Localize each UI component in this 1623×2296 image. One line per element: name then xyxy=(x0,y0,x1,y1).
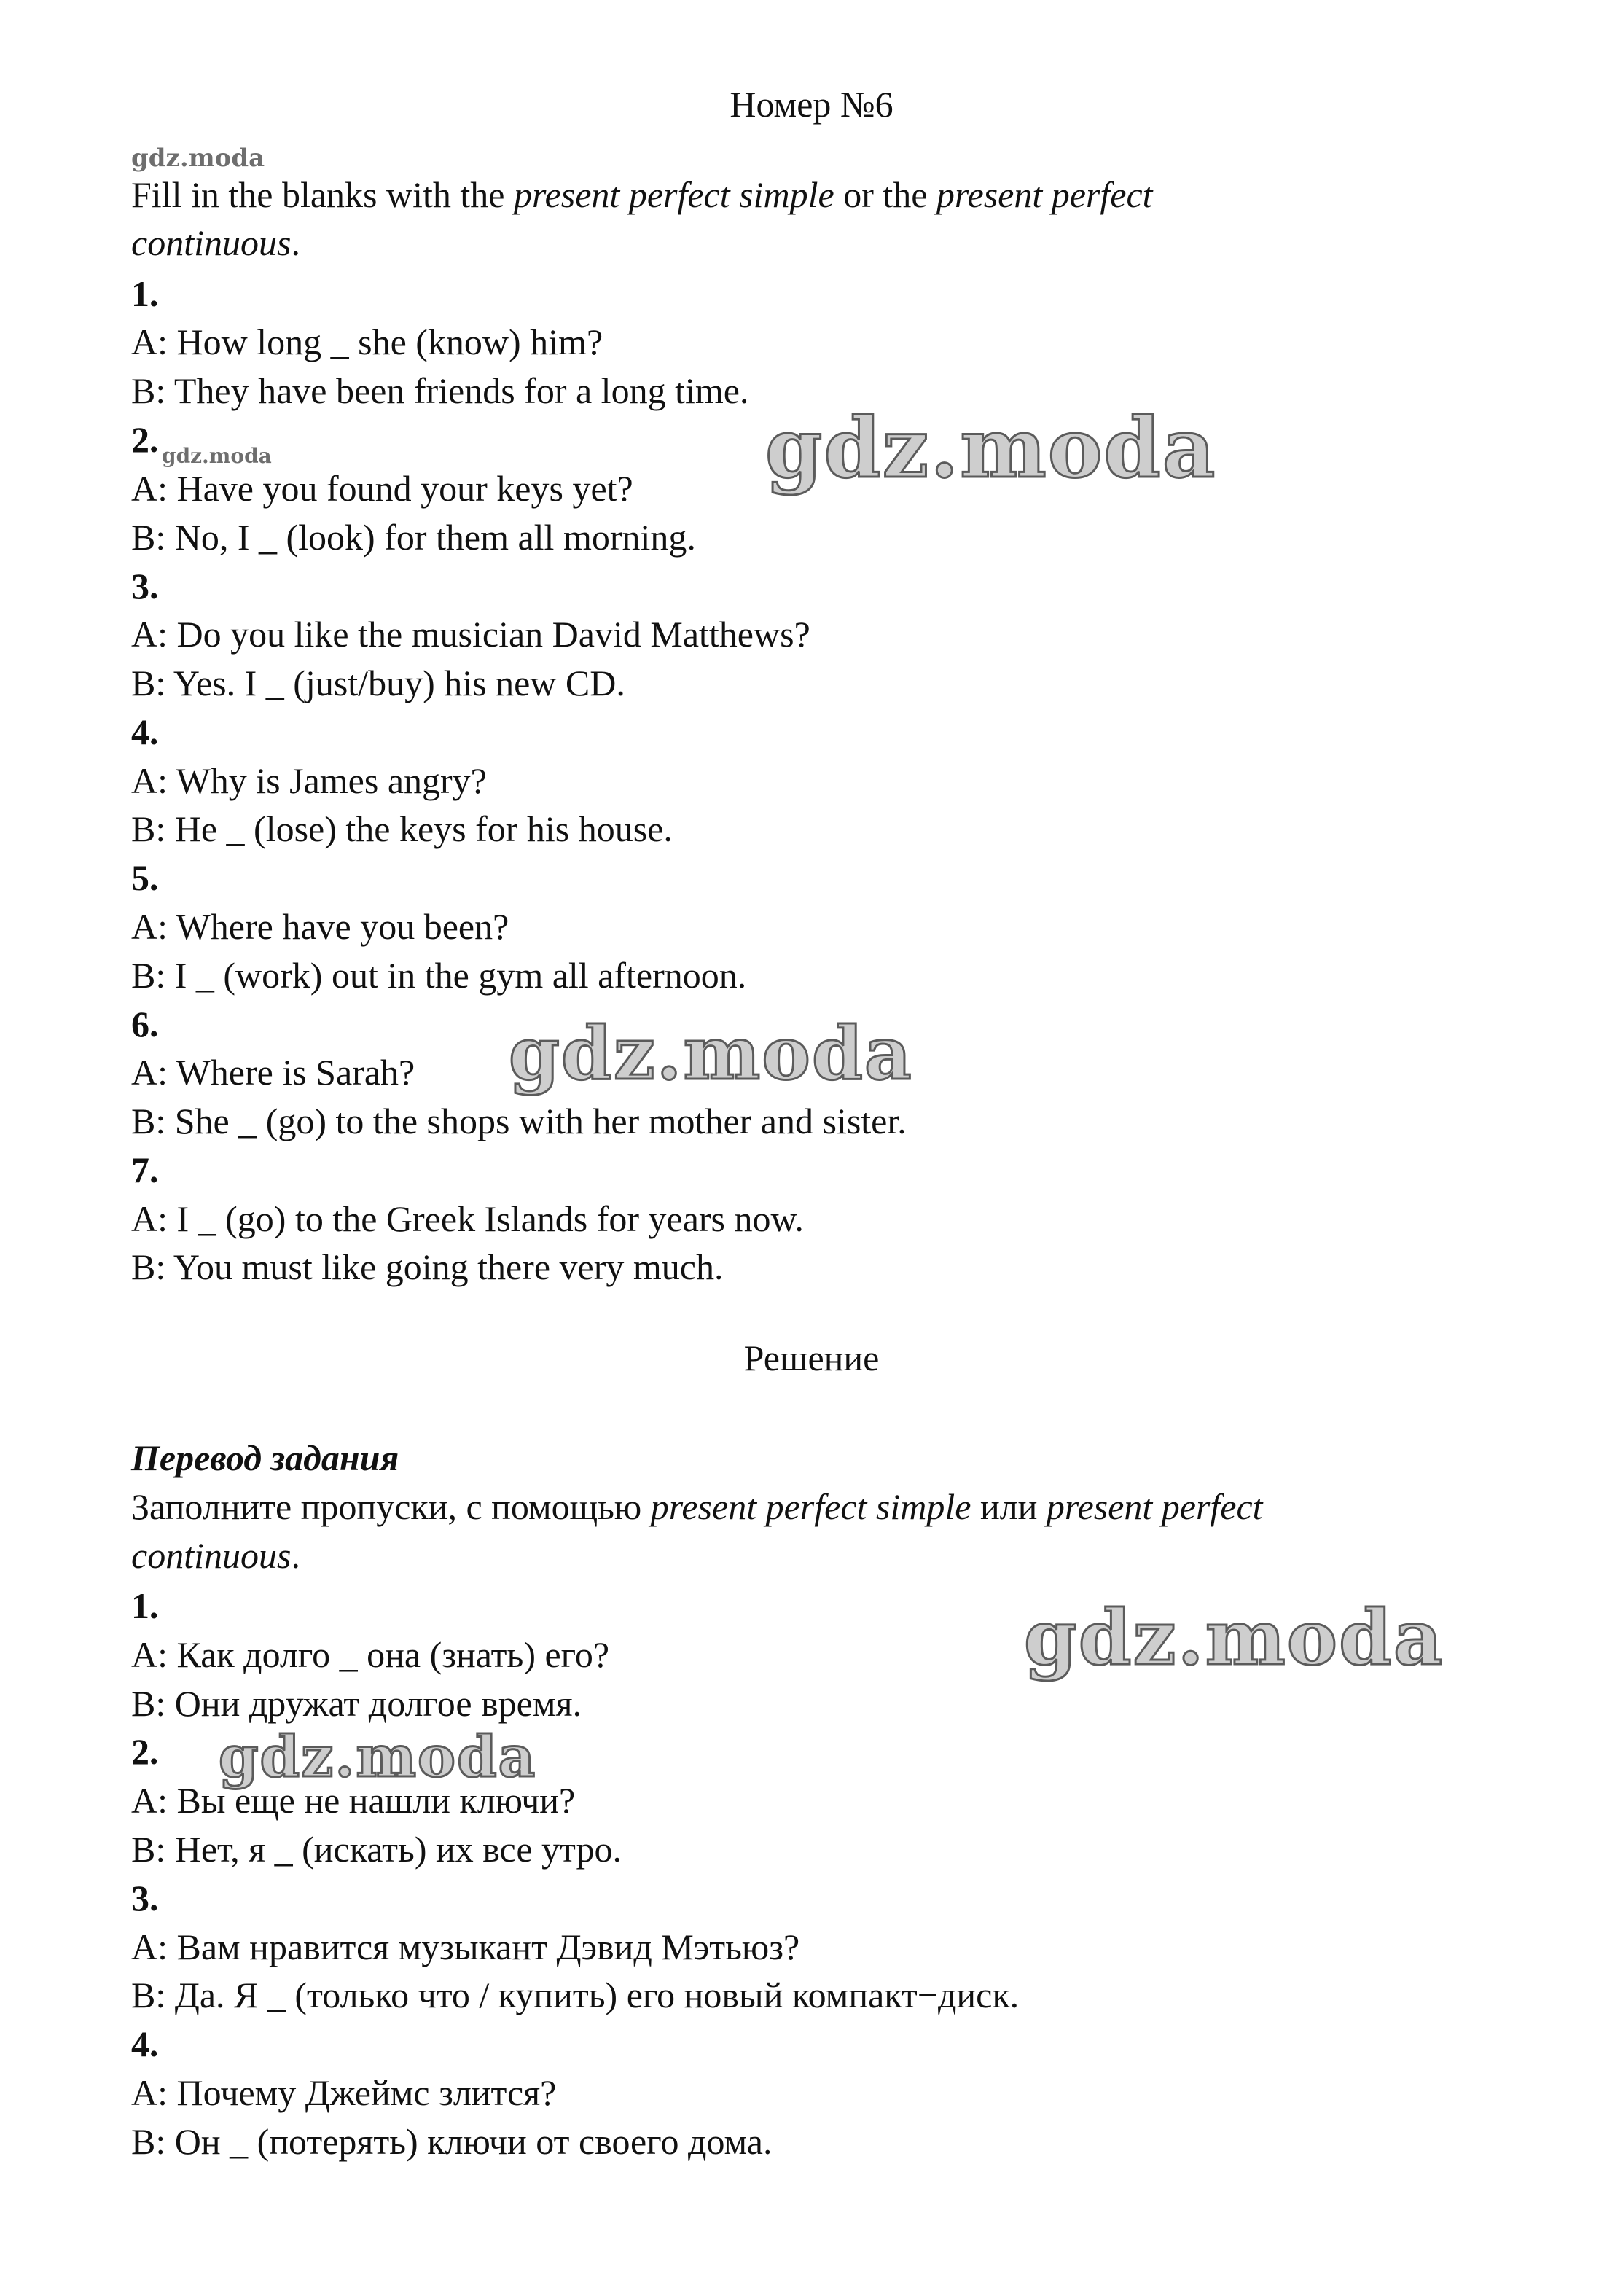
watermark-small-top: gdz.moda xyxy=(131,144,265,173)
solution-instruction-prefix: Заполните пропуски, с помощью xyxy=(131,1486,651,1527)
solution-item-2-number: 2. xyxy=(131,1731,159,1772)
task-item-7-a: A: I _ (go) to the Greek Islands for years now. xyxy=(131,1198,804,1239)
task-item-6-a: A: Where is Sarah? xyxy=(131,1052,415,1093)
task-instruction-term2-line1: present perfect xyxy=(936,174,1153,215)
task-instruction-line1 xyxy=(131,176,1153,213)
solution-instruction-term2-line2: continuous xyxy=(131,1535,292,1576)
page-title: Номер №6 xyxy=(730,84,893,125)
solution-item-4-b: B: Он _ (потерять) ключи от своего дома. xyxy=(131,2121,773,2162)
watermark-large-1: gdz.moda xyxy=(765,401,1217,496)
solution-item-3-number: 3. xyxy=(131,1878,159,1918)
task-item-2-number: 2. xyxy=(131,419,159,460)
task-instruction-prefix: Fill in the blanks with the xyxy=(131,174,514,215)
task-item-6-number: 6. xyxy=(131,1004,159,1044)
solution-item-3-b: B: Да. Я _ (только что / купить) его новый компакт−диск. xyxy=(131,1975,1020,2015)
task-item-5-a: A: Where have you been? xyxy=(131,906,509,947)
watermark-large-2: gdz.moda xyxy=(509,1010,913,1096)
task-item-2-b: B: No, I _ (look) for them all morning. xyxy=(131,517,696,558)
solution-instruction-term2-line1: present perfect xyxy=(1046,1486,1263,1527)
task-instruction-end: . xyxy=(291,222,300,263)
task-item-3-a: A: Do you like the musician David Matthews? xyxy=(131,614,810,655)
task-instruction-term1: present perfect simple xyxy=(513,174,834,215)
task-item-6-b: B: She _ (go) to the shops with her mother and sister. xyxy=(131,1101,907,1141)
task-item-2-a: A: Have you found your keys yet? xyxy=(131,468,633,509)
solution-instruction-term1: present perfect simple xyxy=(650,1486,971,1527)
solution-item-4-a: A: Почему Джеймс злится? xyxy=(131,2072,557,2113)
translation-heading: Перевод задания xyxy=(131,1437,399,1478)
watermark-small-mid: gdz.moda xyxy=(162,444,272,468)
task-instruction-term2-line2: continuous xyxy=(131,222,292,263)
task-item-3-b: B: Yes. I _ (just/buy) his new CD. xyxy=(131,663,625,703)
watermark-large-3: gdz.moda xyxy=(1024,1593,1444,1682)
task-item-1-a: A: How long _ she (know) him? xyxy=(131,321,603,362)
task-item-1-number: 1. xyxy=(131,273,159,314)
task-item-1-b: B: They have been friends for a long time. xyxy=(131,370,749,411)
task-instruction-line2 xyxy=(131,224,300,261)
solution-item-1-number: 1. xyxy=(131,1585,159,1626)
task-item-7-number: 7. xyxy=(131,1149,159,1190)
solution-item-4-number: 4. xyxy=(131,2023,159,2064)
task-item-5-number: 5. xyxy=(131,857,159,898)
solution-item-1-b: B: Они дружат долгое время. xyxy=(131,1683,582,1724)
solution-item-1-a: A: Как долго _ она (знать) его? xyxy=(131,1634,610,1675)
solution-instruction-line2 xyxy=(131,1537,300,1574)
task-item-3-number: 3. xyxy=(131,566,159,606)
task-item-4-number: 4. xyxy=(131,711,159,752)
task-item-7-b: B: You must like going there very much. xyxy=(131,1246,724,1287)
solution-item-3-a: A: Вам нравится музыкант Дэвид Мэтьюз? xyxy=(131,1926,800,1967)
task-item-4-b: B: He _ (lose) the keys for his house. xyxy=(131,808,673,849)
task-item-5-b: B: I _ (work) out in the gym all afternoon. xyxy=(131,955,747,996)
task-item-4-a: A: Why is James angry? xyxy=(131,760,487,801)
solution-item-2-b: B: Нет, я _ (искать) их все утро. xyxy=(131,1829,622,1870)
solution-instruction-end: . xyxy=(291,1535,300,1576)
watermark-medium-4: gdz.moda xyxy=(219,1724,537,1790)
solution-heading: Решение xyxy=(743,1338,880,1378)
task-instruction-mid: or the xyxy=(834,174,936,215)
solution-item-2-a: A: Вы еще не нашли ключи? xyxy=(131,1780,576,1821)
solution-instruction-mid: или xyxy=(971,1486,1047,1527)
solution-instruction-line1 xyxy=(131,1488,1263,1525)
